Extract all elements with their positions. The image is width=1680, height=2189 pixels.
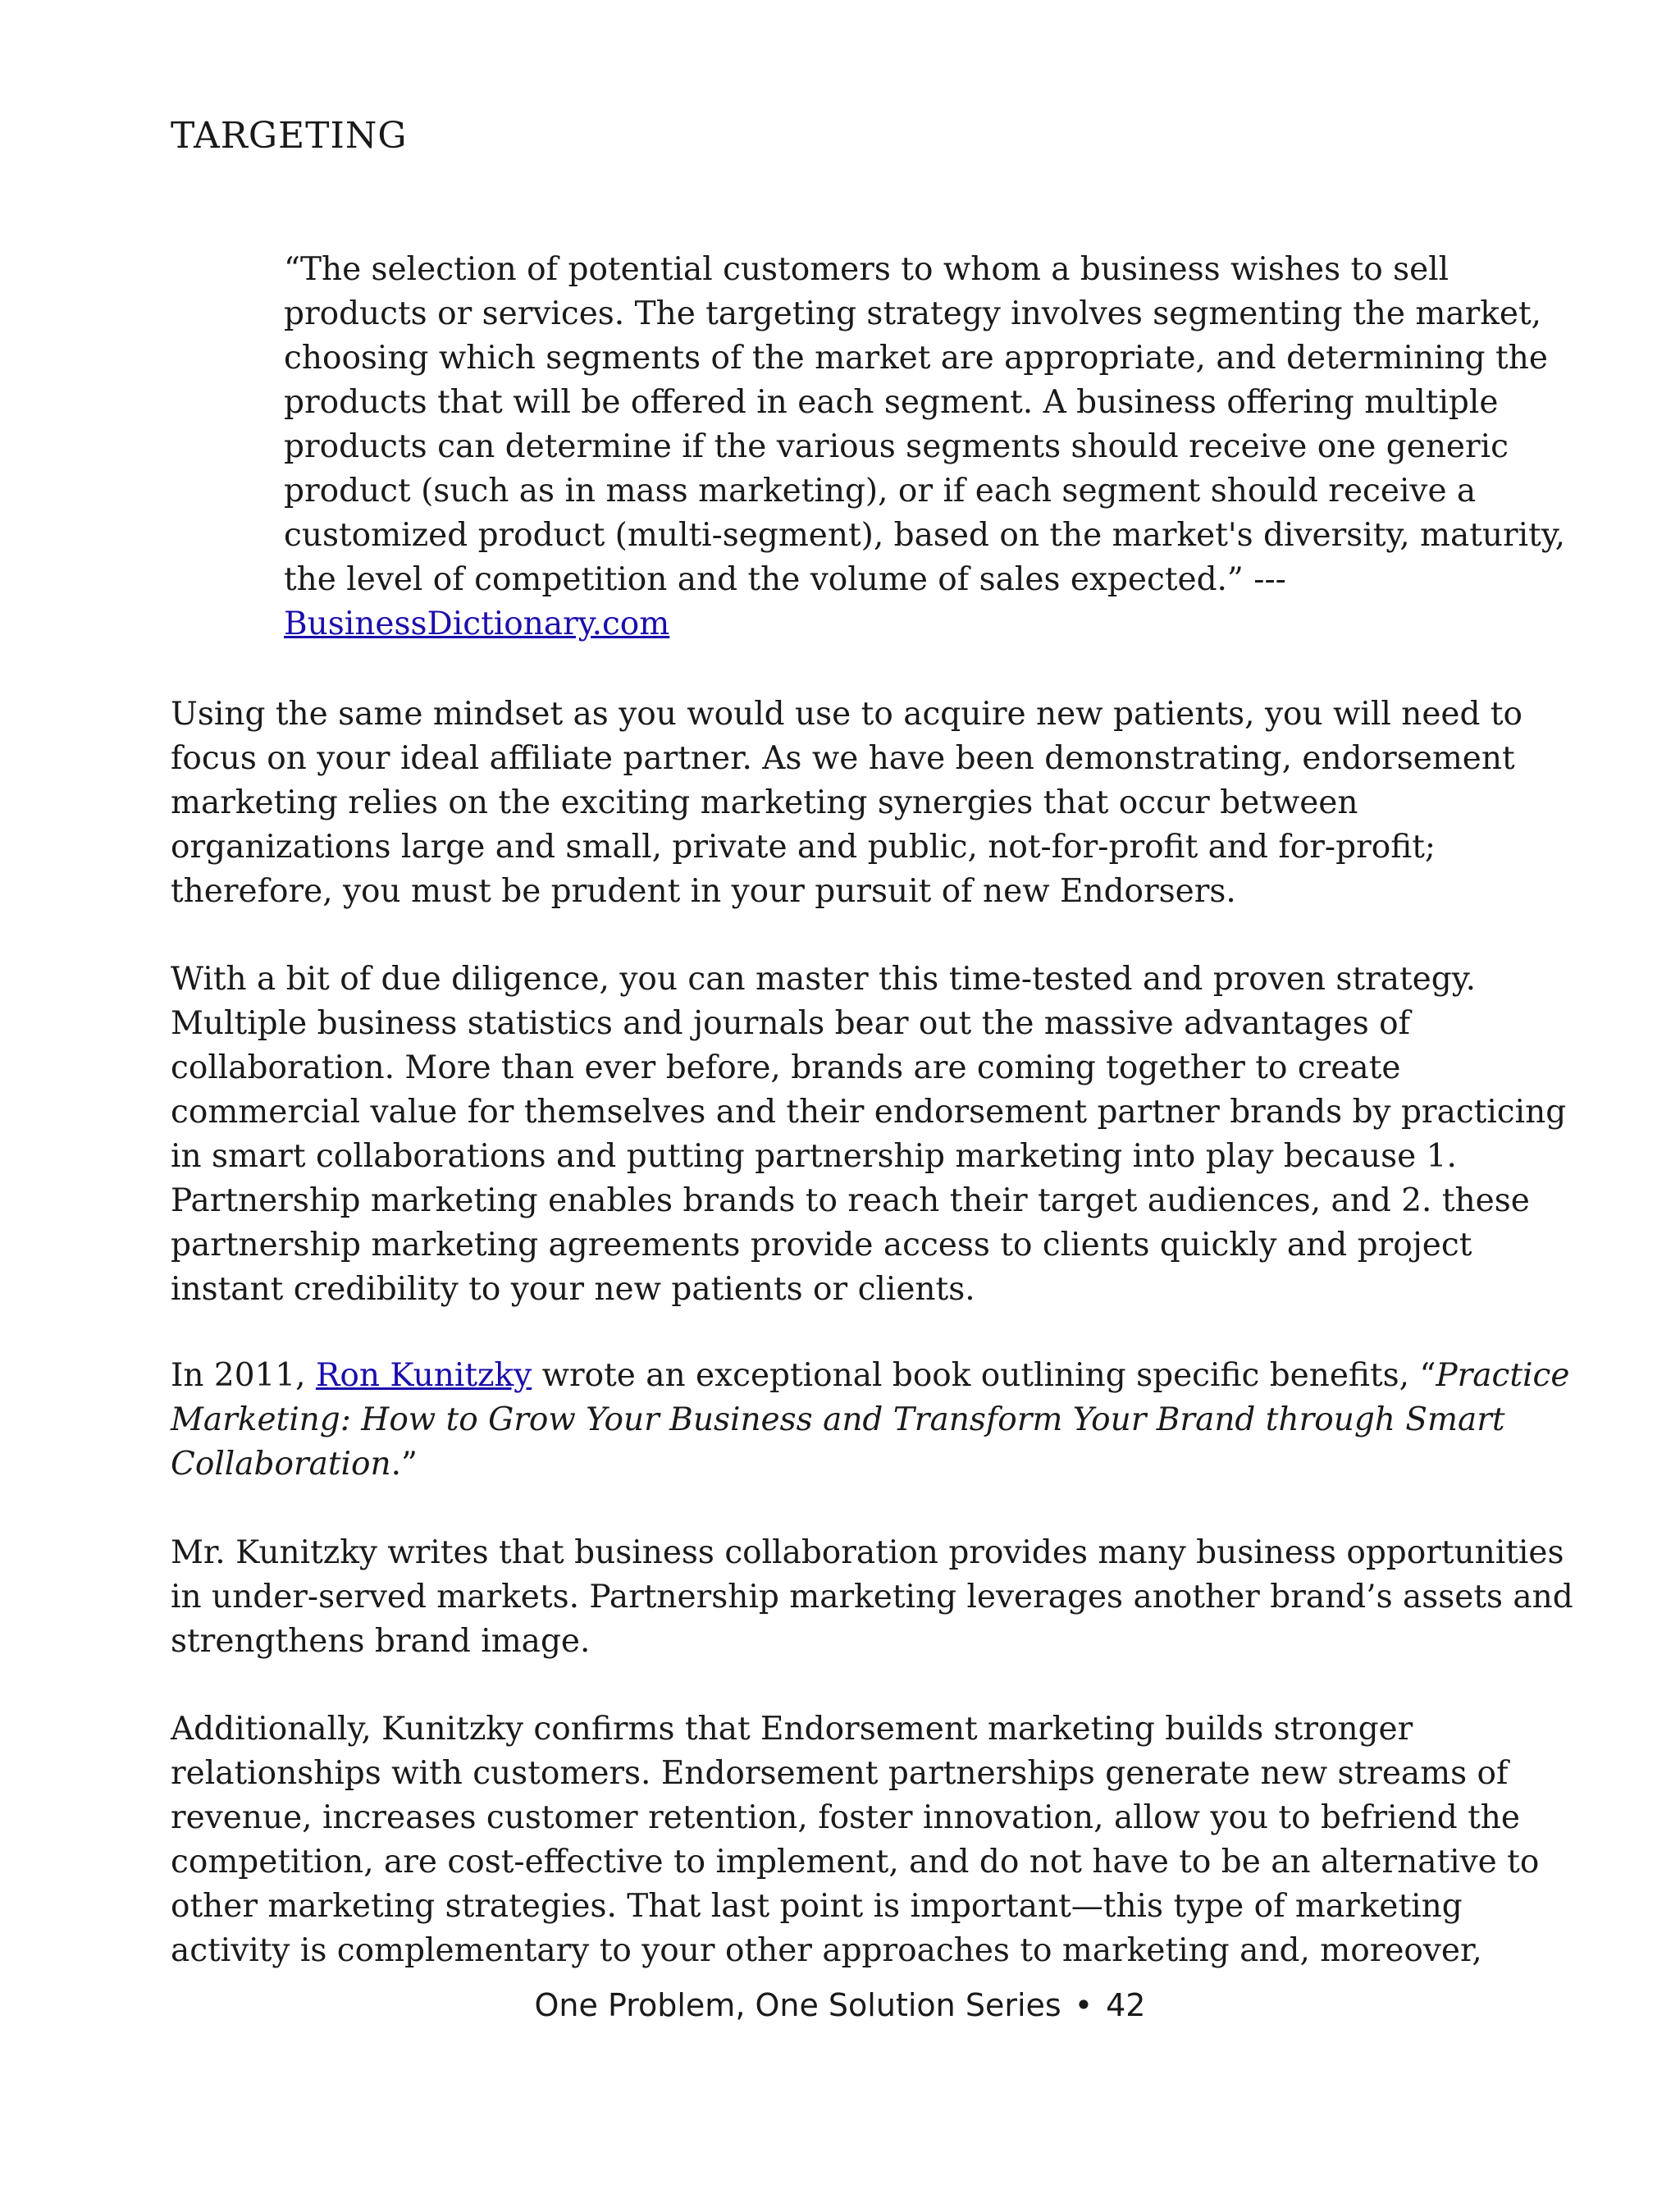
paragraph-ideal-partner: Using the same mindset as you would use to acquire new patients, you will need to focus on your ideal affiliate partner. As we have been demonstrating, endorsement marketing relies on the exciting marketing synergies that occur between organizations large and small, private and public, not-for-profit and for-profit; therefore, you must be prudent in your pursuit of new Endorsers. <box>171 696 1522 910</box>
paragraph-book-reference <box>171 1354 1582 1487</box>
p3-after-link: wrote an exceptional book outlining specific benefits, “ <box>532 1357 1436 1394</box>
definition-quote <box>284 248 1580 647</box>
ron-kunitzky-link[interactable]: Ron Kunitzky <box>315 1357 532 1394</box>
paragraph-collaboration-opportunities: Mr. Kunitzky writes that business collaboration provides many business opportunities in under-served markets. Partnership marketing leverages another brand’s assets and strengthens brand image. <box>171 1534 1573 1660</box>
paragraph-endorsement-benefits: Additionally, Kunitzky confirms that Endorsement marketing builds stronger relationships with customers. Endorsement partnerships generate new streams of revenue, increases customer retention, foster innovation, allow you to befriend the competition, are cost-effective to implement, and do not have to be an alternative to other marketing strategies. That last point is important—this type of marketing activity is complementary to your other approaches to marketing and, moreover, <box>171 1711 1540 1969</box>
businessdictionary-link[interactable]: BusinessDictionary.com <box>284 606 670 642</box>
page-footer <box>0 1987 1680 2023</box>
book-title: Practice Marketing: How to Grow Your Business and Transform Your Brand through Smart Collaboration <box>171 1357 1570 1483</box>
paragraph-due-diligence: With a bit of due diligence, you can master this time-tested and proven strategy. Multiple business statistics and journals bear out the massive advantages of collaboration. More than ever before, brands are coming together to create commercial value for themselves and their endorsement partner brands by practicing in smart collaborations and putting partnership marketing into play because 1. Partnership marketing enables brands to reach their target audiences, and 2. these partnership marketing agreements provide access to clients quickly and project instant credibility to your new patients or clients. <box>171 961 1567 1308</box>
page-number: 42 <box>1106 1987 1146 2023</box>
p3-closing: .” <box>390 1446 418 1483</box>
quote-text: “The selection of potential customers to whom a business wishes to sell products or services. The targeting strategy involves segmenting the market, choosing which segments of the market are appropriate, and determining the products that will be offered in each segment. A business offering multiple products can determine if the various segments should receive one generic product (such as in mass marketing), or if each segment should receive a customized product (multi-segment), based on the market's diversity, maturity, the level of competition and the volume of sales expected.” --- <box>284 251 1566 598</box>
footer-series-title: One Problem, One Solution Series <box>534 1987 1061 2023</box>
p3-before-link: In 2011, <box>171 1357 316 1394</box>
footer-bullet: • <box>1074 1987 1093 2023</box>
section-heading: TARGETING <box>171 115 408 157</box>
